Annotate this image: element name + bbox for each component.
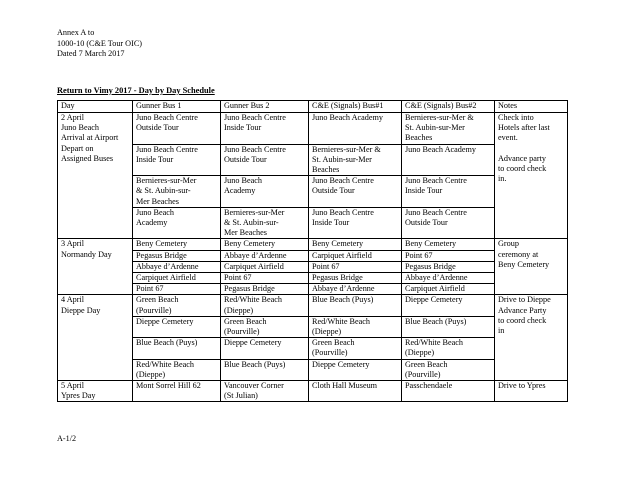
bus-4-activity-cell: Juno Beach Academy [402, 144, 495, 176]
bus-2-activity-cell: Vancouver Corner (St Julian) [221, 381, 309, 402]
day-cell: 5 April Ypres Day [58, 381, 133, 402]
bus-4-activity-cell: Red/White Beach (Dieppe) [402, 338, 495, 359]
column-header-gunner-bus-1: Gunner Bus 1 [133, 101, 221, 113]
bus-4-activity-cell: Pegasus Bridge [402, 261, 495, 272]
bus-4-activity-cell: Juno Beach Centre Outside Tour [402, 207, 495, 239]
bus-3-activity-cell: Carpiquet Airfield [309, 250, 402, 261]
page-number: A-1/2 [57, 434, 77, 443]
bus-1-activity-cell: Point 67 [133, 284, 221, 295]
column-header-ce-bus-1: C&E (Signals) Bus#1 [309, 101, 402, 113]
bus-1-activity-cell: Juno Beach Centre Outside Tour [133, 113, 221, 145]
notes-cell: Group ceremony at Beny Cemetery [495, 239, 568, 295]
bus-2-activity-cell: Carpiquet Airfield [221, 261, 309, 272]
column-header-notes: Notes [495, 101, 568, 113]
bus-2-activity-cell: Red/White Beach (Dieppe) [221, 295, 309, 316]
bus-4-activity-cell: Passchendaele [402, 381, 495, 402]
day-cell: 3 April Normandy Day [58, 239, 133, 295]
table-row [58, 381, 568, 402]
bus-3-activity-cell: Juno Beach Centre Inside Tour [309, 207, 402, 239]
notes-cell: Check into Hotels after last event. Advance party to coord check in. [495, 113, 568, 239]
bus-4-activity-cell: Beny Cemetery [402, 239, 495, 250]
bus-4-activity-cell: Juno Beach Centre Inside Tour [402, 176, 495, 208]
notes-cell: Drive to Ypres [495, 381, 568, 402]
column-header-ce-bus-2: C&E (Signals) Bus#2 [402, 101, 495, 113]
table-row [58, 250, 568, 261]
document-title: Return to Vimy 2017 - Day by Day Schedule [57, 86, 215, 95]
bus-4-activity-cell: Point 67 [402, 250, 495, 261]
table-row [58, 113, 568, 145]
bus-1-activity-cell: Red/White Beach (Dieppe) [133, 359, 221, 380]
bus-2-activity-cell: Pegasus Bridge [221, 284, 309, 295]
bus-1-activity-cell: Abbaye d’Ardenne [133, 261, 221, 272]
schedule-body [58, 113, 568, 402]
bus-3-activity-cell: Dieppe Cemetery [309, 359, 402, 380]
bus-2-activity-cell: Point 67 [221, 273, 309, 284]
bus-3-activity-cell: Point 67 [309, 261, 402, 272]
bus-2-activity-cell: Juno Beach Academy [221, 176, 309, 208]
file-reference-line: 1000-10 (C&E Tour OIC) [57, 38, 143, 48]
bus-3-activity-cell: Juno Beach Centre Outside Tour [309, 176, 402, 208]
table-row [58, 338, 568, 359]
bus-3-activity-cell: Bernieres-sur-Mer & St. Aubin-sur-Mer Beaches [309, 144, 402, 176]
bus-3-activity-cell: Juno Beach Academy [309, 113, 402, 145]
bus-3-activity-cell: Pegasus Bridge [309, 273, 402, 284]
bus-1-activity-cell: Green Beach (Pourville) [133, 295, 221, 316]
bus-4-activity-cell: Carpiquet Airfield [402, 284, 495, 295]
bus-3-activity-cell: Abbaye d’Ardenne [309, 284, 402, 295]
bus-1-activity-cell: Juno Beach Centre Inside Tour [133, 144, 221, 176]
bus-2-activity-cell: Bernieres-sur-Mer & St. Aubin-sur- Mer Beaches [221, 207, 309, 239]
notes-cell: Drive to Dieppe Advance Party to coord check in [495, 295, 568, 381]
bus-2-activity-cell: Abbaye d’Ardenne [221, 250, 309, 261]
bus-1-activity-cell: Beny Cemetery [133, 239, 221, 250]
table-row [58, 295, 568, 316]
bus-3-activity-cell: Green Beach (Pourville) [309, 338, 402, 359]
schedule-table [57, 100, 568, 402]
bus-2-activity-cell: Dieppe Cemetery [221, 338, 309, 359]
bus-1-activity-cell: Bernieres-sur-Mer & St. Aubin-sur- Mer Beaches [133, 176, 221, 208]
table-row [58, 239, 568, 250]
column-header-gunner-bus-2: Gunner Bus 2 [221, 101, 309, 113]
document-header [57, 28, 142, 60]
column-header-day: Day [58, 101, 133, 113]
bus-3-activity-cell: Blue Beach (Puys) [309, 295, 402, 316]
bus-3-activity-cell: Red/White Beach (Dieppe) [309, 316, 402, 337]
bus-4-activity-cell: Dieppe Cemetery [402, 295, 495, 316]
table-header-row [58, 101, 568, 113]
bus-2-activity-cell: Juno Beach Centre Outside Tour [221, 144, 309, 176]
bus-2-activity-cell: Juno Beach Centre Inside Tour [221, 113, 309, 145]
day-cell: 2 April Juno Beach Arrival at Airport Depart on Assigned Buses [58, 113, 133, 239]
bus-2-activity-cell: Green Beach (Pourville) [221, 316, 309, 337]
bus-4-activity-cell: Abbaye d’Ardenne [402, 273, 495, 284]
table-row [58, 284, 568, 295]
table-row [58, 176, 568, 208]
bus-4-activity-cell: Green Beach (Pourville) [402, 359, 495, 380]
annex-line: Annex A to [57, 28, 95, 37]
bus-1-activity-cell: Mont Sorrel Hill 62 [133, 381, 221, 402]
bus-1-activity-cell: Juno Beach Academy [133, 207, 221, 239]
table-row [58, 144, 568, 176]
table-row [58, 207, 568, 239]
table-row [58, 359, 568, 380]
bus-4-activity-cell: Blue Beach (Puys) [402, 316, 495, 337]
table-row [58, 261, 568, 272]
day-cell: 4 April Dieppe Day [58, 295, 133, 381]
bus-1-activity-cell: Pegasus Bridge [133, 250, 221, 261]
bus-1-activity-cell: Dieppe Cemetery [133, 316, 221, 337]
table-row [58, 273, 568, 284]
bus-4-activity-cell: Bernieres-sur-Mer & St. Aubin-sur-Mer Beaches [402, 113, 495, 145]
date-line: Dated 7 March 2017 [57, 49, 125, 58]
bus-3-activity-cell: Beny Cemetery [309, 239, 402, 250]
bus-2-activity-cell: Beny Cemetery [221, 239, 309, 250]
table-row [58, 316, 568, 337]
bus-3-activity-cell: Cloth Hall Museum [309, 381, 402, 402]
bus-2-activity-cell: Blue Beach (Puys) [221, 359, 309, 380]
bus-1-activity-cell: Carpiquet Airfield [133, 273, 221, 284]
bus-1-activity-cell: Blue Beach (Puys) [133, 338, 221, 359]
